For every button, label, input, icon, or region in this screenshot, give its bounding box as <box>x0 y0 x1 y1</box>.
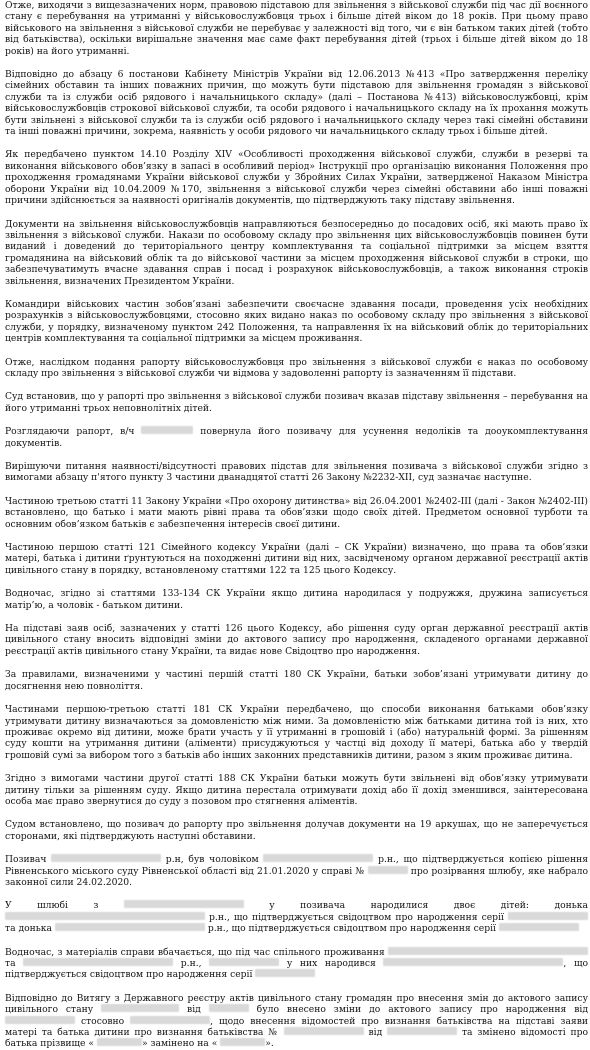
redaction-block <box>23 958 173 966</box>
paragraph-20-part-a: Водночас, з матеріалів справи вбачається, що під час спільного проживання <box>5 946 385 958</box>
paragraph-16: Згідно з вимогами частини другої статті 188 СК України батьки можуть бути звільнені від обов’язку утримувати дитину тільки за рішенням суду. Якщо дитина перестала отримувати дохід або її дохід зменшився, заінтересована особа має право звернутися до суду з позовом про стягнення аліментів. <box>5 773 588 807</box>
paragraph-14: За правилами, визначеними у частині першій статті 180 СК України, батьки зобов’язані утримувати дитину до досягнення нею повноліття. <box>5 669 588 692</box>
redaction-block <box>499 923 579 931</box>
paragraph-20-part-e: , що підтверджується свідоцтвом про народження серії <box>5 958 589 981</box>
paragraph-7: Суд встановив, що у рапорті про звільнення з військової служби позивач вказав підставу звільнення – перебування на його утриманні трьох неповнолітніх дітей. <box>5 391 588 414</box>
paragraph-4: Документи на звільнення військовослужбовців направляються безпосередньо до посадових осіб, які мають право їх звільнення з військової служби. Накази по особовому складу про звільнення цих військовослужбовців повинен бути виданий і доведений до територіального центру комплектування та соціальної підтримки за місцем взяття громадянина на військовий облік та до військової частини за місцем проходження військової служби в строки, що забезпечуватимуть вчасне здавання справ і посад і розрахунок військовослужбовців, а також виконання строків звільнення, визначених Президентом України. <box>5 218 588 287</box>
paragraph-13: На підставі заяв осіб, зазначених у статті 126 цього Кодексу, або рішення суду орган державної реєстрації актів цивільного стану вносить відповідні зміни до актового запису про народження, складеного органами державної реєстрації актів цивільного стану України, та видає нове Свідоцтво про народження. <box>5 623 588 657</box>
paragraph-6: Отже, наслідком подання рапорту військовослужбовця про звільнення з військової служби є наказ по особовому складу про звільнення з військової служби чи відмова у задоволенні рапорту із зазначенням її підстави. <box>5 356 588 379</box>
redaction-block <box>255 969 315 977</box>
paragraph-8-part-b: повернула його позивачу для усунення недоліків та дооукомплектування документів. <box>5 426 588 449</box>
paragraph-18-part-a: Позивач <box>5 854 47 866</box>
paragraph-21-part-h: » замінено на « <box>141 1038 218 1050</box>
paragraph-8-part-a: Розглядаючи рапорт, в/ч <box>5 426 135 438</box>
redaction-block <box>388 947 588 955</box>
paragraph-19-part-d: та донька <box>5 923 53 935</box>
paragraph-21-part-d: стосовно <box>75 1015 125 1027</box>
paragraph-21-part-c: було внесено зміни до актового запису про народження від <box>248 1004 588 1016</box>
redaction-block <box>55 923 205 931</box>
paragraph-17: Судом встановлено, що позивач до рапорту про звільнення долучав документи на 19 аркушах, що не заперечується сторонами, які підтверджують наступні обставини. <box>5 819 588 842</box>
redaction-block <box>5 912 205 920</box>
paragraph-11: Частиною першою статті 121 Сімейного кодексу України (далі – СК України) визначено, що права та обов’язки матері, батька і дитини ґрунтуються на походженні дитини від них, засвідченому органом державної реєстрації актів цивільного стану в порядку, встановленому статтями 122 та 125 цього Кодексу. <box>5 542 588 576</box>
paragraph-20-part-c: р.н., <box>173 958 202 969</box>
redaction-block <box>124 900 244 908</box>
redaction-block <box>209 1004 249 1012</box>
redaction-block <box>284 1027 364 1035</box>
paragraph-21-part-a: Відповідно до Витягу з Державного реєстру актів цивільного стану громадян про внесення змін до актового запису цивільного стану <box>5 992 588 1016</box>
paragraph-21-part-b: від <box>179 1004 201 1016</box>
redaction-block <box>101 1004 179 1012</box>
paragraph-8 <box>5 426 588 449</box>
paragraph-19 <box>5 900 588 934</box>
paragraph-19-part-c: р.н., що підтверджується свідоцтвом про народження серії <box>205 911 504 923</box>
paragraph-5: Командири військових частин зобов’язані забезпечити своєчасне здавання посади, проведення усіх необхідних розрахунків з військовослужбовцями, стосовно яких видано наказ по особовому складу про звільнення з військової служби, у порядку, визначеному пунктом 242 Положення, та направлення їх на військовий облік до територіальних центрів комплектування та соціальної підтримки за місцем проживання. <box>5 298 588 345</box>
paragraph-1: Отже, виходячи з вищезазначених норм, правовою підставою для звільнення з військової служби під час дії воєнного стану є перебування на утриманні у військовослужбовця трьох і більше дітей віком до 18 років. При цьому право військового на звільнення з військової служби не перебуває у залежності від того, чи є він батьком таких дітей (тобто від батьківства), оскільки вирішальне значення має саме факт перебування дітей (трьох і більше дітей віком до 18 років) на його утриманні. <box>5 0 588 57</box>
paragraph-19-part-a: У шлюбі з <box>5 900 99 912</box>
paragraph-21-part-i: ». <box>265 1038 274 1050</box>
paragraph-21-part-f: від <box>363 1027 383 1039</box>
redaction-block <box>209 958 279 966</box>
redaction-block <box>263 854 373 862</box>
paragraph-9: Вирішуючи питання наявності/відсутності правових підстав для звільнення позивача з військової служби згідно з вимогами абзацу п'ятого пункту 3 частини дванадцятої статті 26 Закону №2232-XII, суд зазначає наступне. <box>5 461 588 484</box>
paragraph-21-part-g: та змінено відомості про батька прізвище « <box>5 1027 589 1050</box>
redaction-block <box>141 426 193 434</box>
redaction-block <box>130 1016 210 1024</box>
redaction-block <box>97 1038 142 1046</box>
paragraph-10: Частиною третьою статті 11 Закону України «Про охорону дитинства» від 26.04.2001 №2402-III (далі - Закон №2402-III) встановлено, що батько і мати мають рівні права та обов’язки щодо своїх дітей. Предметом основної турботи та основним обов’язком батьків є забезпечення інтересів своєї дитини. <box>5 495 588 530</box>
redaction-block <box>220 1038 265 1046</box>
paragraph-2: Відповідно до абзацу 6 постанови Кабінету Міністрів України від 12.06.2013 №413 «Про затвердження переліку сімейних обставин та інших поважних причин, що можуть бути підставою для звільнення громадян з військової служби та із служби осіб рядового і начальницького складу» (далі – Постанова №413) військовослужбовці, крім військовослужбовців строкової військової служби, та особи рядового і начальницького складу на їх прохання можуть бути звільнені з військової служби та із служби осіб рядового і начальницького складу через такі сімейні обставини та інші поважні причини, зокрема, наявність у особи рядового чи начальницького складу трьох і більше дітей. <box>5 69 588 138</box>
redaction-block <box>387 1027 457 1035</box>
redaction-block <box>383 958 563 966</box>
redaction-block <box>368 866 408 874</box>
redaction-block <box>51 854 161 862</box>
paragraph-3: Як передбачено пунктом 14.10 Розділу XIV «Особливості проходження військової служби, служби в резерві та виконання військового обов’язку в запасі в особливий період» Інструкції про організацію виконання Положення про проходження громадянами України військової служби у Збройних Силах України, затвердженої Наказом Міністра оборони України від 10.04.2009 №170, звільнення з військової служби через сімейні обставини або інші поважні причини здійснюється за наявності оригіналів документів, що підтверджують таку підставу звільнення. <box>5 149 588 207</box>
paragraph-20-part-d: у них народився <box>279 958 376 969</box>
paragraph-21-part-e: , щодо внесення відомостей про визнання батьківства на підставі заяви матері та батька дитини про визнання батьківства № <box>5 1015 589 1039</box>
redaction-block <box>5 1016 75 1024</box>
redaction-block <box>508 912 588 920</box>
paragraph-21 <box>5 993 588 1050</box>
paragraph-20-part-b: та <box>5 958 16 969</box>
paragraph-18-part-b: р.н, був чоловіком <box>161 854 259 866</box>
paragraph-18-part-c: р.н., що підтверджується копією рішення Рівненського міського суду Рівненської області від 21.01.2020 у справі № <box>5 854 588 877</box>
paragraph-19-part-e: р.н., що підтверджується свідоцтвом про народження серії <box>204 923 496 935</box>
paragraph-19-part-b: у позивача народилися двоє дітей: донька <box>243 900 588 912</box>
paragraph-12: Водночас, згідно зі статтями 133-134 СК України якщо дитина народилася у подружжя, дружина записується матір’ю, а чоловік - батьком дитини. <box>5 588 588 611</box>
paragraph-18 <box>5 854 588 888</box>
paragraph-15: Частинами першою-третьою статті 181 СК України передбачено, що способи виконання батьками обов’язку утримувати дитину визначаються за домовленістю між ними. За домовленістю між батьками дитина той із них, хто проживає окремо від дитини, може брати участь у її утриманні в грошовій і (або) натуральній формі. За рішенням суду кошти на утримання дитини (аліменти) присуджуються у частці від доходу її матері, батька або у твердій грошовій сумі за вибором того з батьків або інших законних представників дитини, разом з яким проживає дитина. <box>5 704 588 761</box>
paragraph-20 <box>5 947 588 981</box>
paragraph-18-part-d: про розірвання шлюбу, яке набрало законної сили 24.02.2020. <box>5 865 588 888</box>
